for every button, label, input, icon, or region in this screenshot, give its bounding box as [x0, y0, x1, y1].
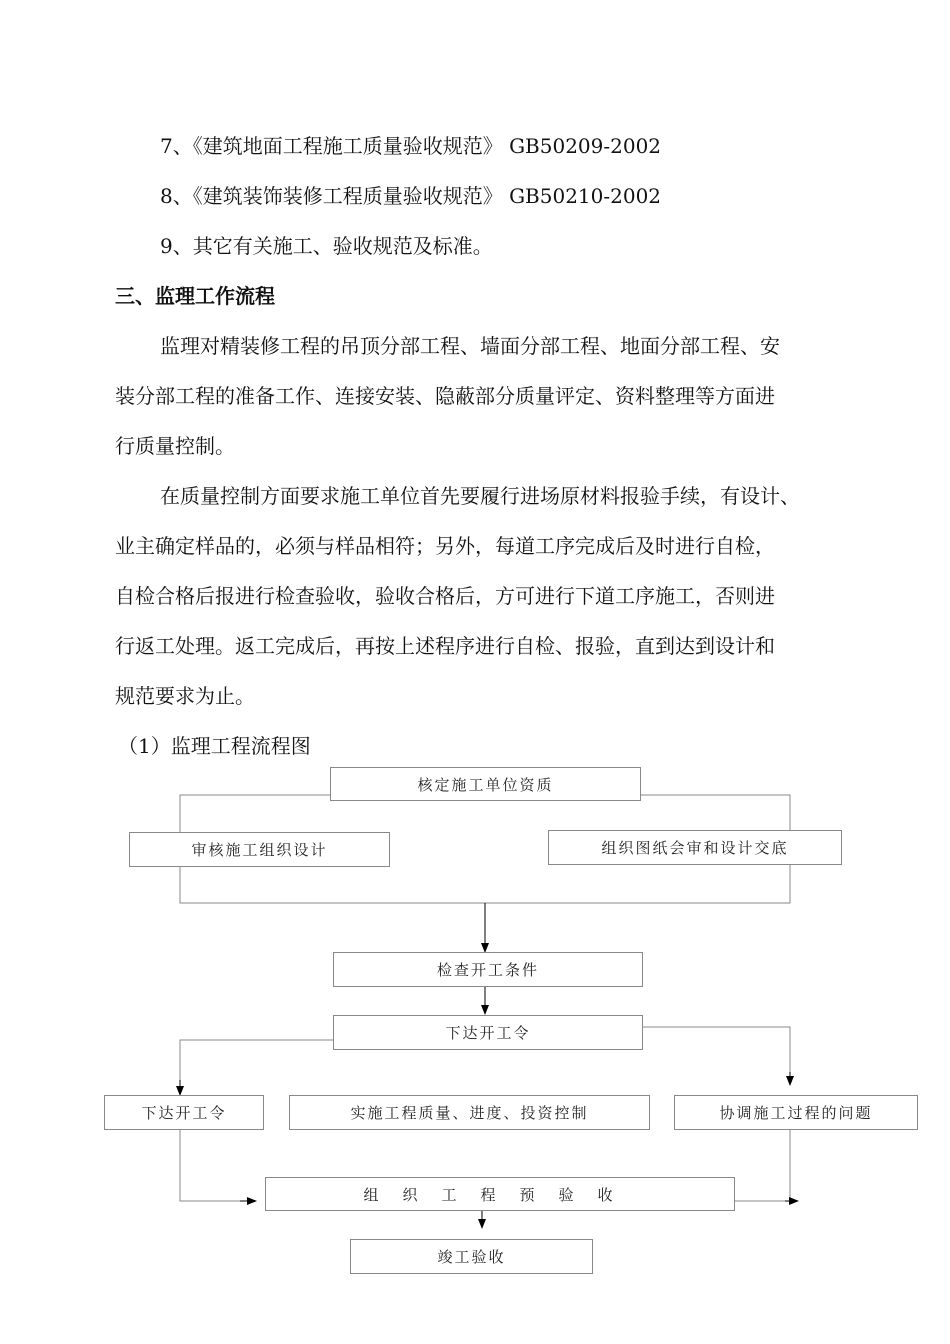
connector-line	[180, 1040, 333, 1080]
paragraph-line: 行质量控制。	[115, 434, 235, 458]
flow-box-drawing-review: 组织图纸会审和设计交底	[548, 830, 842, 865]
connector-line	[640, 795, 790, 830]
paragraph-line: 业主确定样品的，必须与样品相符；另外，每道工序完成后及时进行自检，	[115, 534, 775, 558]
spec-item-7: 7、《建筑地面工程施工质量验收规范》 GB50209-2002	[160, 134, 662, 158]
connector-line	[180, 1129, 240, 1201]
flow-box-coordinate-issues: 协调施工过程的问题	[674, 1095, 918, 1130]
spec-item-8: 8、《建筑装饰装修工程质量验收规范》 GB50210-2002	[160, 184, 662, 208]
connector-line	[642, 1027, 790, 1072]
figure-caption: （1）监理工程流程图	[118, 734, 311, 758]
flow-box-final-acceptance: 竣工验收	[350, 1239, 593, 1274]
connector-line	[180, 864, 790, 903]
flow-box-issue-start-order-left: 下达开工令	[104, 1095, 264, 1130]
flow-box-implement-control: 实施工程质量、进度、投资控制	[289, 1095, 650, 1130]
paragraph-line: 行返工处理。返工完成后，再按上述程序进行自检、报验，直到达到设计和	[115, 634, 775, 658]
paragraph-line: 装分部工程的准备工作、连接安装、隐蔽部分质量评定、资料整理等方面进	[115, 384, 775, 408]
flow-box-verify-qualification: 核定施工单位资质	[330, 767, 641, 801]
connector-line	[180, 795, 330, 832]
section-heading: 三、监理工作流程	[115, 284, 275, 308]
paragraph-line: 自检合格后报进行检查验收，验收合格后，方可进行下道工序施工，否则进	[115, 584, 775, 608]
flow-box-check-start: 检查开工条件	[333, 952, 643, 987]
flow-box-review-design: 审核施工组织设计	[129, 832, 390, 867]
paragraph-line: 在质量控制方面要求施工单位首先要履行进场原材料报验手续，有设计、	[160, 484, 800, 508]
flow-box-pre-acceptance: 组织工程预验收	[265, 1177, 735, 1211]
paragraph-line: 监理对精装修工程的吊顶分部工程、墙面分部工程、地面分部工程、安	[160, 334, 780, 358]
paragraph-line: 规范要求为止。	[115, 684, 255, 708]
flow-box-issue-start-order: 下达开工令	[333, 1015, 643, 1050]
spec-item-9: 9、其它有关施工、验收规范及标准。	[160, 234, 493, 258]
